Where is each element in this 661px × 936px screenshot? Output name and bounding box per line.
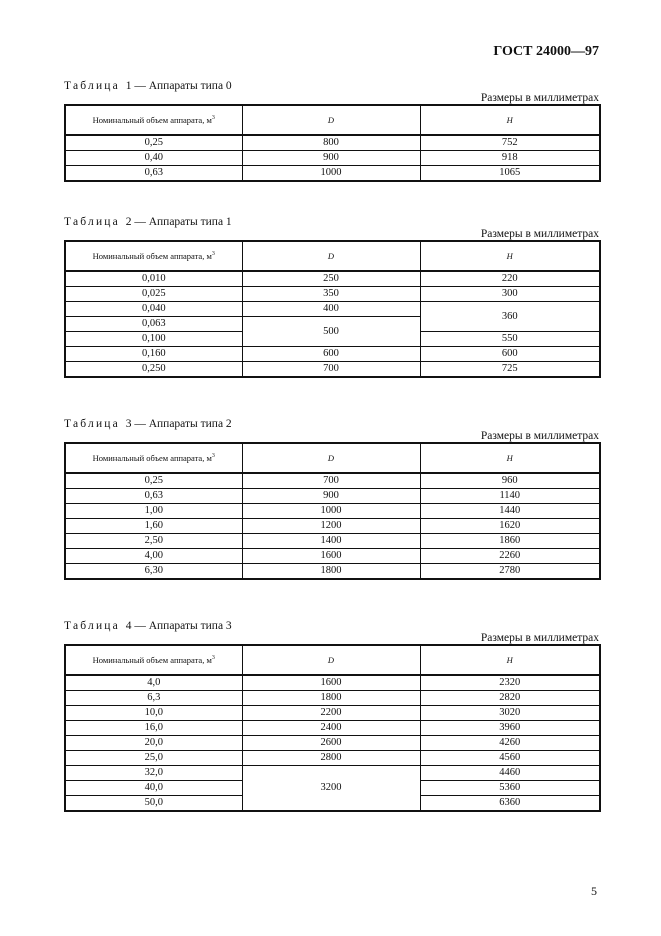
table-row: [65, 751, 600, 766]
table-title-word: Таблица: [64, 216, 120, 228]
cell-h: 6360: [420, 796, 600, 812]
cell-d: 1800: [242, 691, 420, 706]
cell-d: 350: [242, 287, 420, 302]
cell-d: 800: [242, 135, 420, 151]
cell-volume: 0,250: [65, 362, 242, 378]
cell-d: 2600: [242, 736, 420, 751]
table-units: Размеры в миллиметрах: [480, 92, 599, 104]
cell-volume: 0,63: [65, 489, 242, 504]
table-title-rest: 1 — Аппараты типа 0: [125, 80, 232, 92]
table-title-word: Таблица: [64, 418, 120, 430]
table-row: [65, 766, 600, 781]
column-header-volume: Номинальный объем аппарата, $м^3$: [65, 241, 242, 271]
cell-volume: 10,0: [65, 706, 242, 721]
column-header-d: D: [242, 645, 420, 675]
table-row: [65, 271, 600, 287]
table-row: [65, 489, 600, 504]
table-row: [65, 151, 600, 166]
cell-h: 3960: [420, 721, 600, 736]
cell-volume: 32,0: [65, 766, 242, 781]
table-row: [65, 347, 600, 362]
table-row: [65, 362, 600, 378]
table-title: [64, 418, 232, 430]
cell-d: 1400: [242, 534, 420, 549]
cell-volume: 20,0: [65, 736, 242, 751]
cell-volume: 0,40: [65, 151, 242, 166]
cell-h: 2260: [420, 549, 600, 564]
cell-d: 3200: [242, 766, 420, 812]
table-title-rest: 2 — Аппараты типа 1: [125, 216, 232, 228]
table-title-rest: 4 — Аппараты типа 3: [125, 620, 232, 632]
cell-volume: 6,3: [65, 691, 242, 706]
cell-h: 2820: [420, 691, 600, 706]
cell-d: 250: [242, 271, 420, 287]
cell-d: 700: [242, 473, 420, 489]
cell-volume: 1,60: [65, 519, 242, 534]
cell-d: 700: [242, 362, 420, 378]
table-row: [65, 519, 600, 534]
cell-h: 725: [420, 362, 600, 378]
cell-h: 1860: [420, 534, 600, 549]
table-4: [64, 644, 601, 812]
cell-volume: 0,63: [65, 166, 242, 182]
column-header-d: D: [242, 443, 420, 473]
cell-volume: 0,040: [65, 302, 242, 317]
cell-d: 1000: [242, 166, 420, 182]
cell-h: 4460: [420, 766, 600, 781]
page-number: 5: [591, 884, 597, 898]
cell-volume: 0,010: [65, 271, 242, 287]
cell-d: 1000: [242, 504, 420, 519]
cell-volume: 4,00: [65, 549, 242, 564]
cell-d: 600: [242, 347, 420, 362]
cell-volume: 0,025: [65, 287, 242, 302]
cell-h: 3020: [420, 706, 600, 721]
cell-h: 1140: [420, 489, 600, 504]
cell-volume: 4,0: [65, 675, 242, 691]
table-row: [65, 302, 600, 317]
document-header: ГОСТ 24000—97: [493, 44, 599, 59]
column-header-h: H: [420, 443, 600, 473]
cell-volume: 0,063: [65, 317, 242, 332]
table-row: [65, 691, 600, 706]
cell-volume: 16,0: [65, 721, 242, 736]
cell-d: 900: [242, 489, 420, 504]
cell-h: 550: [420, 332, 600, 347]
cell-d: 400: [242, 302, 420, 317]
table-title-word: Таблица: [64, 620, 120, 632]
cell-d: 500: [242, 317, 420, 347]
cell-h: 2780: [420, 564, 600, 580]
cell-h: 300: [420, 287, 600, 302]
table-title: [64, 216, 232, 228]
cell-volume: 25,0: [65, 751, 242, 766]
table-1: [64, 104, 601, 182]
column-header-d: D: [242, 105, 420, 135]
table-row: [65, 675, 600, 691]
table-row: [65, 706, 600, 721]
table-row: [65, 721, 600, 736]
column-header-h: H: [420, 241, 600, 271]
table-2: [64, 240, 601, 378]
cell-h: 1620: [420, 519, 600, 534]
cell-volume: 0,25: [65, 473, 242, 489]
cell-h: 220: [420, 271, 600, 287]
column-header-h: H: [420, 105, 600, 135]
cell-volume: 0,160: [65, 347, 242, 362]
cell-h: 1065: [420, 166, 600, 182]
table-row: [65, 473, 600, 489]
cell-volume: 2,50: [65, 534, 242, 549]
cell-h: 600: [420, 347, 600, 362]
table-title-rest: 3 — Аппараты типа 2: [125, 418, 232, 430]
table-3: [64, 442, 601, 580]
cell-d: 2200: [242, 706, 420, 721]
table-row: [65, 564, 600, 580]
column-header-volume: Номинальный объем аппарата, $м^3$: [65, 645, 242, 675]
table-row: [65, 504, 600, 519]
column-header-h: H: [420, 645, 600, 675]
cell-volume: 6,30: [65, 564, 242, 580]
table-units: Размеры в миллиметрах: [480, 228, 599, 240]
table-row: [65, 549, 600, 564]
column-header-volume: Номинальный объем аппарата, $м^3$: [65, 105, 242, 135]
cell-h: 1440: [420, 504, 600, 519]
cell-volume: 40,0: [65, 781, 242, 796]
cell-d: 2400: [242, 721, 420, 736]
cell-volume: 0,25: [65, 135, 242, 151]
cell-h: 360: [420, 302, 600, 332]
column-header-volume: Номинальный объем аппарата, $м^3$: [65, 443, 242, 473]
table-row: [65, 135, 600, 151]
table-row: [65, 287, 600, 302]
cell-volume: 50,0: [65, 796, 242, 812]
table-units: Размеры в миллиметрах: [480, 430, 599, 442]
cell-h: 5360: [420, 781, 600, 796]
table-row: [65, 736, 600, 751]
cell-volume: 0,100: [65, 332, 242, 347]
cell-h: 2320: [420, 675, 600, 691]
table-title: [64, 80, 232, 92]
cell-h: 960: [420, 473, 600, 489]
table-title-word: Таблица: [64, 80, 120, 92]
cell-h: 4260: [420, 736, 600, 751]
cell-d: 1200: [242, 519, 420, 534]
table-row: [65, 534, 600, 549]
cell-volume: 1,00: [65, 504, 242, 519]
cell-h: 918: [420, 151, 600, 166]
cell-d: 1800: [242, 564, 420, 580]
cell-h: 752: [420, 135, 600, 151]
cell-d: 1600: [242, 675, 420, 691]
cell-d: 1600: [242, 549, 420, 564]
cell-d: 900: [242, 151, 420, 166]
table-units: Размеры в миллиметрах: [480, 632, 599, 644]
table-row: [65, 166, 600, 182]
cell-h: 4560: [420, 751, 600, 766]
table-title: [64, 620, 232, 632]
column-header-d: D: [242, 241, 420, 271]
cell-d: 2800: [242, 751, 420, 766]
